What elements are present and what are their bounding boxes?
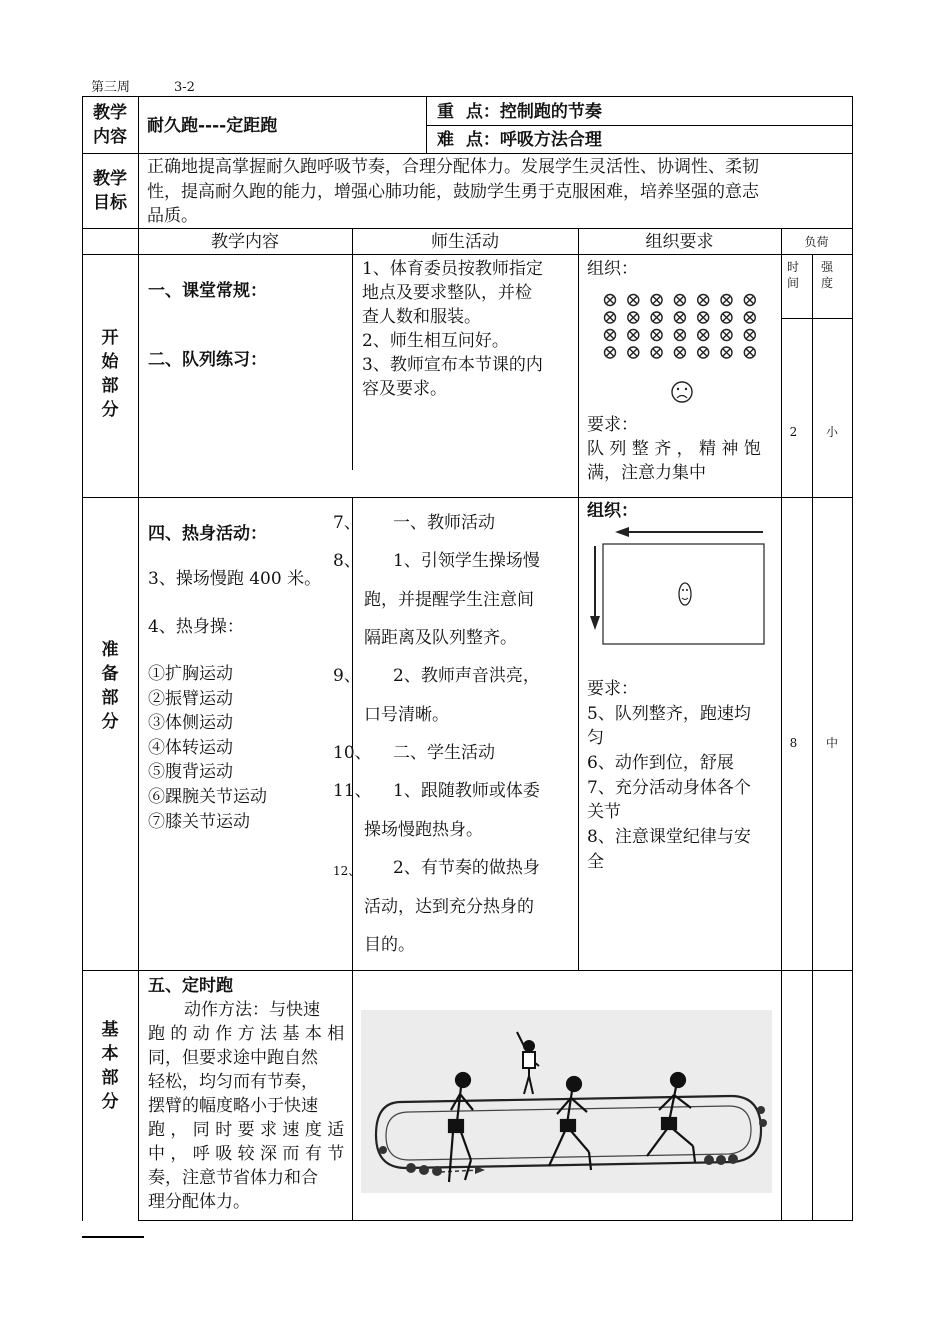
student-marker-icon (698, 312, 709, 323)
prep-activity-num-5: 9、 (333, 666, 361, 686)
student-marker-icon (605, 312, 616, 323)
student-marker-icon (744, 347, 755, 358)
prep-activity-num-7: 10、 (333, 743, 372, 763)
prep-time: 8 (789, 736, 798, 750)
prep-exercise-6: ⑥踝腕关节运动 (148, 787, 267, 807)
student-marker-icon (605, 330, 616, 341)
week-label: 第三周 (91, 80, 131, 95)
lesson-topic: 耐久跑----定距跑 (147, 116, 278, 136)
prep-run: 3、操场慢跑 400 米。 (148, 569, 322, 589)
section-label-start: 开 始 部 分 (101, 328, 119, 420)
student-marker-icon (674, 330, 685, 341)
start-org-title: 组织： (587, 259, 638, 279)
start-req-1: 队 列 整 齐 ， 精 神 饱 (587, 439, 761, 459)
col-header-organization: 组织要求 (645, 232, 714, 252)
main-text-9: 理分配体力。 (148, 1192, 250, 1212)
running-field-diagram (585, 520, 775, 650)
start-time: 2 (789, 425, 798, 439)
prep-activity-8: 1、跟随教师或体委 (393, 781, 540, 801)
main-text-5: 摆臂的幅度略小于快速 (148, 1096, 318, 1116)
prep-req-4: 7、充分活动身体各个 (587, 778, 751, 798)
student-marker-icon (674, 312, 685, 323)
student-marker-icon (628, 347, 639, 358)
start-content-2: 二、队列练习： (148, 350, 267, 370)
prep-exercise-title: 4、热身操： (148, 617, 244, 637)
student-marker-icon (721, 312, 732, 323)
student-marker-icon (698, 330, 709, 341)
prep-req-label: 要求： (587, 679, 638, 699)
prep-activity-7: 二、学生活动 (393, 743, 495, 763)
prep-activity-6: 口号清晰。 (364, 705, 449, 725)
start-activity-3: 查人数和服装。 (362, 307, 481, 327)
main-text-4: 轻松，均匀而有节奏， (148, 1072, 318, 1092)
student-marker-icon (721, 330, 732, 341)
row-label-goal-text: 教学 目标 (84, 167, 136, 215)
main-text-2: 跑 的 动 作 方 法 基 本 相 (148, 1024, 345, 1044)
student-marker-icon (651, 295, 662, 306)
student-marker-icon (744, 312, 755, 323)
prep-exercise-7: ⑦膝关节运动 (148, 812, 250, 832)
prep-activity-9: 操场慢跑热身。 (364, 820, 483, 840)
col-header-content: 教学内容 (211, 232, 279, 252)
student-marker-icon (628, 312, 639, 323)
prep-activity-2: 1、引领学生操场慢 (393, 551, 540, 571)
student-marker-icon (628, 330, 639, 341)
section-label-main: 基 本 部 分 (101, 1020, 119, 1112)
load-intensity-label: 强 度 (821, 260, 834, 290)
student-marker-icon (605, 295, 616, 306)
student-marker-icon (628, 295, 639, 306)
prep-req-6: 8、注意课堂纪律与安 (587, 827, 751, 847)
col-header-activity: 师生活动 (431, 232, 499, 252)
prep-activity-num-8: 11、 (333, 781, 372, 801)
goal-line-1: 正确地提高掌握耐久跑呼吸节奏，合理分配体力。发展学生灵活性、协调性、柔韧 (147, 157, 759, 177)
main-text-1: 动作方法：与快速 (184, 1000, 320, 1020)
prep-org-title: 组织： (587, 501, 638, 521)
student-marker-icon (651, 330, 662, 341)
prep-activity-num-2: 8、 (333, 551, 361, 571)
prep-exercise-5: ⑤腹背运动 (148, 762, 233, 782)
prep-activity-num-1: 7、 (333, 513, 361, 533)
student-marker-icon (698, 347, 709, 358)
difficulty-point: 难 点：呼吸方法合理 (437, 130, 602, 150)
prep-req-2: 匀 (587, 728, 604, 748)
start-activity-6: 容及要求。 (362, 379, 447, 399)
main-heading: 五、定时跑 (148, 976, 233, 996)
lesson-number: 3-2 (174, 80, 195, 95)
student-marker-icon (721, 295, 732, 306)
prep-req-3: 6、动作到位，舒展 (587, 753, 734, 773)
formation-diagram (600, 290, 760, 410)
main-text-6: 跑 ， 同 时 要 求 速 度 适 (148, 1120, 345, 1140)
student-marker-icon (674, 295, 685, 306)
prep-req-5: 关节 (587, 802, 621, 822)
main-text-7: 中 ， 呼 吸 较 深 而 有 节 (148, 1144, 345, 1164)
load-time-label: 时 间 (787, 260, 800, 290)
student-marker-icon (674, 347, 685, 358)
goal-line-2: 性，提高耐久跑的能力，增强心肺功能，鼓励学生勇于克服困难，培养坚强的意志 (147, 182, 759, 202)
student-marker-icon (651, 347, 662, 358)
student-marker-icon (698, 295, 709, 306)
prep-activity-10: 2、有节奏的做热身 (393, 858, 540, 878)
start-req-2: 满，注意力集中 (587, 463, 706, 483)
prep-exercise-2: ②振臂运动 (148, 689, 233, 709)
section-label-prep: 准 备 部 分 (101, 640, 119, 732)
teacher-icon (679, 583, 691, 605)
prep-heading: 四、热身活动： (148, 524, 267, 544)
prep-activity-4: 隔距离及队列整齐。 (364, 628, 517, 648)
start-activity-4: 2、师生相互问好。 (362, 331, 509, 351)
prep-exercise-4: ④体转运动 (148, 738, 233, 758)
start-activity-5: 3、教师宣布本节课的内 (362, 355, 543, 375)
prep-activity-12: 目的。 (364, 935, 415, 955)
goal-line-3: 品质。 (147, 206, 198, 226)
prep-activity-num-10: 12、 (333, 864, 361, 878)
student-marker-icon (744, 330, 755, 341)
student-marker-icon (744, 295, 755, 306)
prep-exercise-1: ①扩胸运动 (148, 664, 233, 684)
start-activity-1: 1、体育委员按教师指定 (362, 259, 543, 279)
prep-activity-5: 2、教师声音洪亮， (393, 666, 540, 686)
prep-activity-11: 活动，达到充分热身的 (364, 897, 534, 917)
main-text-3: 同，但要求途中跑自然 (148, 1048, 318, 1068)
student-marker-icon (721, 347, 732, 358)
row-label-content: 教学 内容 (93, 103, 127, 147)
start-intensity: 小 (825, 425, 838, 439)
teacher-face-icon (672, 382, 692, 402)
key-point: 重 点：控制跑的节奏 (437, 102, 602, 122)
start-content-1: 一、课堂常规： (148, 281, 267, 301)
start-activity-2: 地点及要求整队，并检 (362, 283, 532, 303)
col-header-load: 负荷 (804, 235, 829, 249)
arrow-left-icon (615, 527, 629, 537)
student-marker-icon (651, 312, 662, 323)
prep-req-1: 5、队列整齐，跑速均 (587, 704, 751, 724)
prep-intensity: 中 (825, 736, 838, 750)
arrow-down-icon (590, 616, 600, 630)
student-marker-icon (605, 347, 616, 358)
prep-exercise-3: ③体侧运动 (148, 713, 233, 733)
start-req-label: 要求： (587, 415, 638, 435)
prep-req-7: 全 (587, 852, 604, 872)
prep-activity-1: 一、教师活动 (393, 513, 495, 533)
main-text-8: 奏，注意节省体力和合 (148, 1168, 318, 1188)
running-track-illustration (361, 1010, 772, 1193)
prep-activity-3: 跑，并提醒学生注意间 (364, 590, 534, 610)
